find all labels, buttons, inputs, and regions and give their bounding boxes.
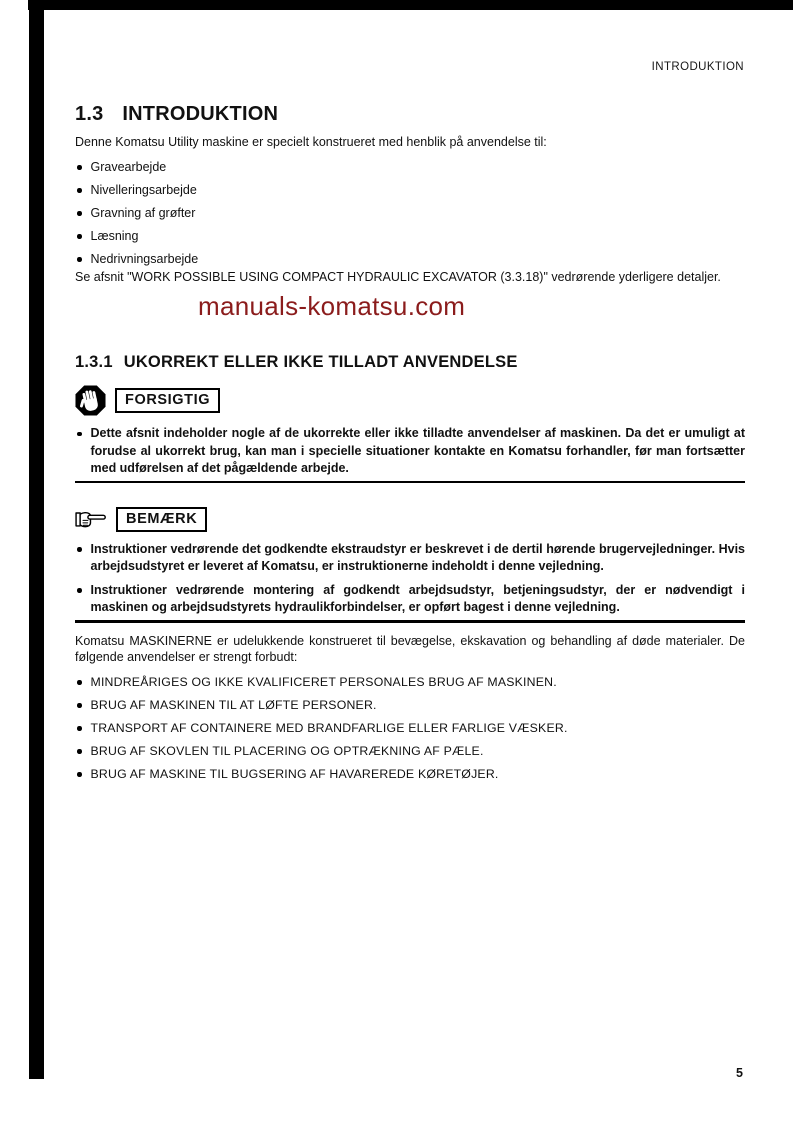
stop-hand-icon <box>75 385 106 416</box>
list-item <box>75 425 745 478</box>
list-item <box>75 721 745 735</box>
scan-border-left <box>29 0 44 1079</box>
list-item <box>75 252 745 266</box>
list-item-text: BRUG AF SKOVLEN TIL PLACERING OG OPTRÆKNING AF PÆLE. <box>90 743 484 758</box>
bullet-dot-icon <box>77 188 82 193</box>
bullet-dot-icon <box>77 772 82 777</box>
subsection-number: 1.3.1 <box>75 353 113 371</box>
forbidden-intro: Komatsu MASKINERNE er udelukkende konstrueret til bevægelse, ekskavation og behandling af døde materialer. De følgende anvendelser er strengt forbudt: <box>75 633 745 664</box>
list-item <box>75 183 745 197</box>
bullet-dot-icon <box>77 703 82 708</box>
list-item <box>75 744 745 758</box>
section-title-text: INTRODUKTION <box>122 103 279 125</box>
bullet-dot-icon <box>77 432 82 437</box>
divider-rule <box>75 481 745 483</box>
caution-text: Dette afsnit indeholder nogle af de ukorrekte eller ikke tilladte anvendelser af maskinen. Da det er umuligt at forudse al ukorrekt brug, kan man i specielle situationer kontakte en Komatsu forhandler, før man fortsætter med udførelsen af det pågældende arbejde. <box>90 426 745 475</box>
bullet-dot-icon <box>77 680 82 685</box>
subsection-heading <box>75 352 745 372</box>
list-item-text: Nedrivningsarbejde <box>90 251 199 266</box>
note-label: BEMÆRK <box>116 507 207 532</box>
intro-use-list <box>75 160 745 266</box>
list-item-text: MINDREÅRIGES OG IKKE KVALIFICERET PERSONALES BRUG AF MASKINEN. <box>90 674 557 689</box>
caution-label: FORSIGTIG <box>115 388 220 413</box>
page-number: 5 <box>736 1066 743 1080</box>
note-text: Instruktioner vedrørende det godkendte ekstraudstyr er beskrevet i de dertil hørende brugervejledninger. Hvis arbejdsudstyret er leveret af Komatsu, er instruktionerne indeholdt i denne vejledning. <box>90 541 745 573</box>
list-item <box>75 229 745 243</box>
list-item-text: Gravearbejde <box>90 159 167 174</box>
list-item <box>75 206 745 220</box>
list-item-text: Nivelleringsarbejde <box>90 182 197 197</box>
list-item-text: BRUG AF MASKINEN TIL AT LØFTE PERSONER. <box>90 697 377 712</box>
caution-header <box>75 385 745 416</box>
list-item <box>75 767 745 781</box>
bullet-dot-icon <box>77 726 82 731</box>
section-heading <box>75 102 745 126</box>
forbidden-list <box>75 675 745 781</box>
list-item <box>75 698 745 712</box>
note-header <box>75 507 745 532</box>
bullet-dot-icon <box>77 234 82 239</box>
list-item <box>75 582 745 617</box>
divider-rule-thick <box>75 620 745 623</box>
watermark: manuals-komatsu.com <box>198 291 466 321</box>
caution-list <box>75 425 745 478</box>
list-item-text: BRUG AF MASKINE TIL BUGSERING AF HAVAREREDE KØRETØJER. <box>90 766 499 781</box>
running-header: INTRODUKTION <box>651 61 744 73</box>
bullet-dot-icon <box>77 257 82 262</box>
list-item-text: Gravning af grøfter <box>90 205 196 220</box>
bullet-dot-icon <box>77 165 82 170</box>
list-item-text: TRANSPORT AF CONTAINERE MED BRANDFARLIGE ELLER FARLIGE VÆSKER. <box>90 720 568 735</box>
list-item-text: Læsning <box>90 228 139 243</box>
list-item <box>75 541 745 576</box>
bullet-dot-icon <box>77 547 82 552</box>
intro-lead: Denne Komatsu Utility maskine er specielt konstrueret med henblik på anvendelse til: <box>75 135 547 149</box>
page-content <box>75 0 745 781</box>
bullet-dot-icon <box>77 749 82 754</box>
pointing-hand-icon <box>75 509 107 530</box>
bullet-dot-icon <box>77 588 82 593</box>
bullet-dot-icon <box>77 211 82 216</box>
list-item <box>75 160 745 174</box>
subsection-title-text: UKORREKT ELLER IKKE TILLADT ANVENDELSE <box>123 353 518 371</box>
note-text: Instruktioner vedrørende montering af godkendt arbejdsudstyr, betjeningsudstyr, der er nødvendigt i maskinen og arbejdsudstyrets hydraulikforbindelser, er opført bagest i denne vejledning. <box>90 582 745 614</box>
list-item <box>75 675 745 689</box>
note-list <box>75 541 745 617</box>
see-also-note: Se afsnit "WORK POSSIBLE USING COMPACT HYDRAULIC EXCAVATOR (3.3.18)" vedrørende yderligere detaljer. <box>75 269 721 284</box>
section-number: 1.3 <box>75 103 104 125</box>
